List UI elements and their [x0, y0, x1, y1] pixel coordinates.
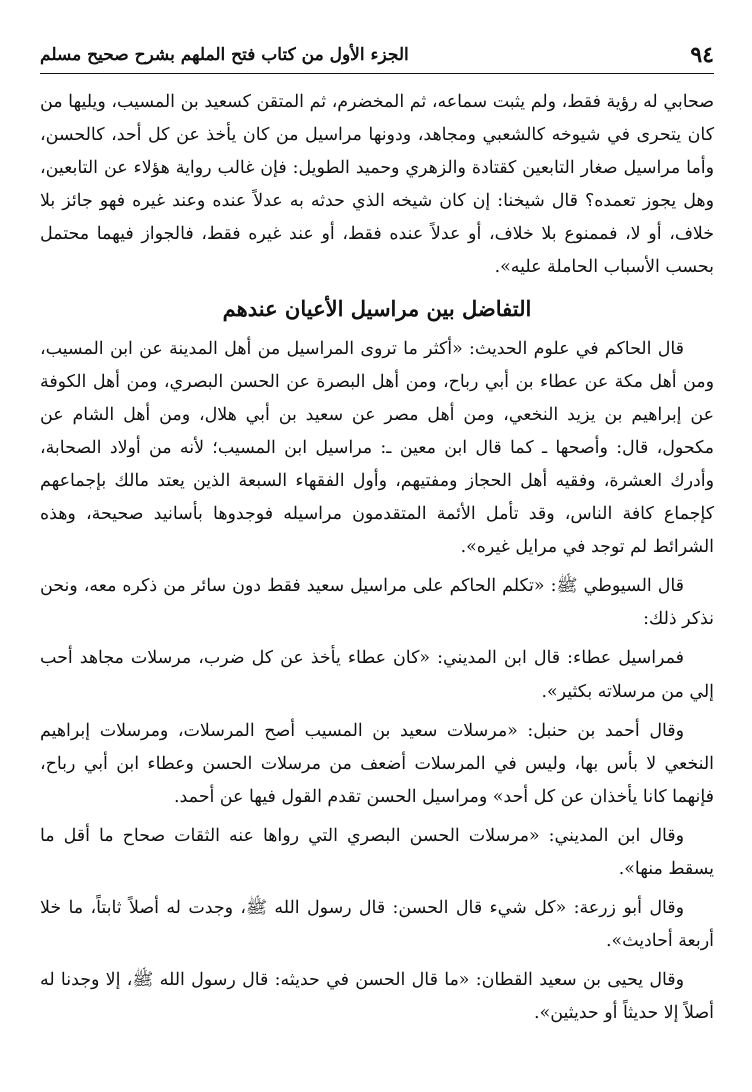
header-rule: [40, 73, 714, 74]
page-number: ٩٤: [690, 42, 714, 68]
paragraph-madini: وقال ابن المديني: «مرسلات الحسن البصري التي رواها عنه الثقات صحاح ما أقل ما يسقط منها».: [40, 825, 714, 879]
paragraph-ata: فمراسيل عطاء: قال ابن المديني: «كان عطاء يأخذ عن كل ضرب، مرسلات مجاهد أحب إلي من مرسلاته بكثير».: [40, 648, 714, 702]
paragraph-ahmad: وقال أحمد بن حنبل: «مرسلات سعيد بن المسيب أصح المرسلات، ومرسلات إبراهيم النخعي لا بأس بها، وليس في المرسلات أضعف من مرسلات الحسن وعطاء ابن أبي رباح، فإنهما كانا يأخذان عن كل أحد» ومراسيل الحسن تقدم القول فيها عن أحمد.: [40, 720, 714, 807]
intro-paragraph: صحابي له رؤية فقط، ولم يثبت سماعه، ثم المخضرم، ثم المتقن كسعيد بن المسيب، ويليها من كان يتحرى في شيوخه كالشعبي ومجاهد، ودونها مراسيل من كان يأخذ عن كل أحد، كالحسن، وأما مراسيل صغار التابعين كقتادة والزهري وحميد الطويل: فإن غالب رواية هؤلاء عن التابعين، وهل يجوز تعمده؟ قال شيخنا: إن كان شيخه الذي حدثه به عدلاً عنده وعند غيره فهو جائز بلا خلاف، أو لا، فممنوع بلا خلاف، أو عدلاً عنده فقط، أو عند غيره فقط، فالجواز فيهما محتمل بحسب الأسباب الحاملة عليه».: [40, 92, 714, 278]
paragraph-abu-zura: وقال أبو زرعة: «كل شيء قال الحسن: قال رسول الله ﷺ، وجدت له أصلاً ثابتاً، ما خلا أربعة أحاديث».: [40, 898, 714, 952]
section-heading: التفاضل بين مراسيل الأعيان عندهم: [222, 295, 532, 321]
paragraph-hakim: قال الحاكم في علوم الحديث: «أكثر ما تروى المراسيل من أهل المدينة عن ابن المسيب، ومن أهل مكة عن عطاء بن أبي رباح، ومن أهل البصرة عن الحسن البصري، ومن أهل الكوفة عن إبراهيم بن يزيد النخعي، ومن أهل مصر عن سعيد بن أبي هلال، ومن أهل الشام عن مكحول، قال: وأصحها ـ كما قال ابن معين ـ: مراسيل ابن المسيب؛ لأنه من أولاد الصحابة، وأدرك العشرة، وفقيه أهل الحجاز ومفتيهم، وأول الفقهاء السبعة الذين يعتد مالك بإجماعهم كإجماع كافة الناس، وقد تأمل الأئمة المتقدمون مراسيله فوجدوها بأسانيد صحيحة، وهذه الشرائط لم توجد في مرايل غيره».: [40, 338, 714, 558]
page-header: [40, 38, 714, 72]
paragraph-qattan: وقال يحيى بن سعيد القطان: «ما قال الحسن في حديثه: قال رسول الله ﷺ، إلا وجدنا له أصلاً إلا حديثاً أو حديثين».: [40, 970, 714, 1024]
running-title: الجزء الأول من كتاب فتح الملهم بشرح صحيح مسلم: [40, 45, 409, 65]
paragraph-suyuti: قال السيوطي ﷺ: «تكلم الحاكم على مراسيل سعيد فقط دون سائر من ذكره معه، ونحن نذكر ذلك:: [40, 576, 714, 630]
page-body: [40, 86, 714, 1030]
